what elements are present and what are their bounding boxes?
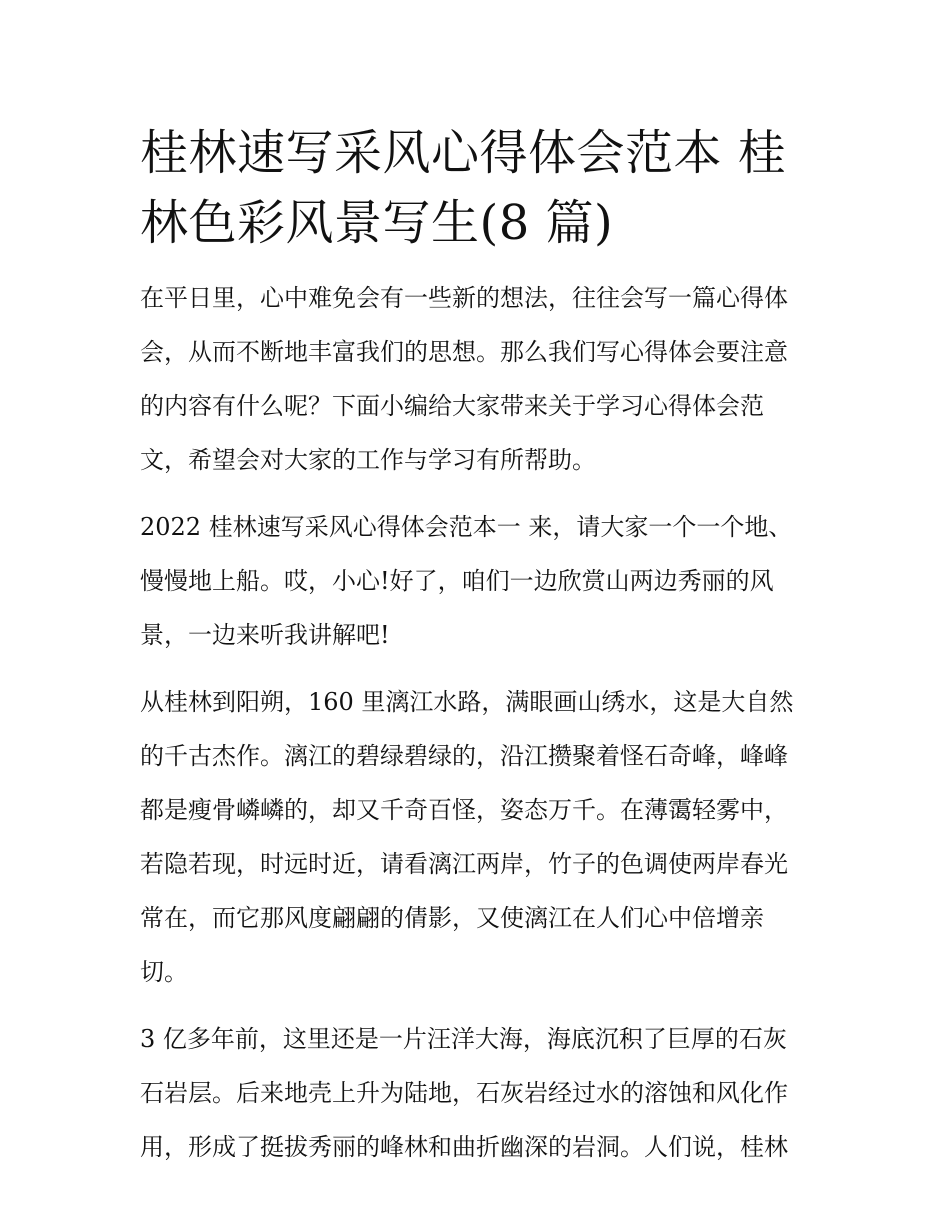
- lijiang-river-paragraph: [140, 675, 812, 999]
- text-line: 从桂林到阳朔，160 里漓江水路，满眼画山绣水，这是大自然: [140, 688, 794, 716]
- document-body: [140, 118, 812, 1174]
- text-line: 若隐若现，时远时近，请看漓江两岸，竹子的色调使两岸春光: [140, 850, 788, 878]
- document-title: [140, 118, 812, 258]
- text-line: 2022 桂林速写采风心得体会范本一 来，请大家一个一个地、: [140, 513, 793, 541]
- text-line: 会，从而不断地丰富我们的思想。那么我们写心得体会要注意: [140, 338, 788, 366]
- text-line: 常在，而它那风度翩翩的倩影，又使漓江在人们心中倍增亲: [140, 904, 764, 932]
- text-line: 的内容有什么呢？下面小编给大家带来关于学习心得体会范: [140, 392, 764, 420]
- text-line: 景，一边来听我讲解吧!: [140, 621, 390, 649]
- text-line: 文，希望会对大家的工作与学习有所帮助。: [140, 446, 596, 474]
- text-line: 用，形成了挺拔秀丽的峰林和曲折幽深的岩洞。人们说，桂林: [140, 1133, 788, 1161]
- title-line: 林色彩风景写生(8 篇): [140, 195, 614, 251]
- geology-paragraph: [140, 1012, 812, 1174]
- text-line: 慢慢地上船。哎，小心!好了，咱们一边欣赏山两边秀丽的风: [140, 567, 774, 595]
- text-line: 切。: [140, 958, 188, 986]
- text-line: 3 亿多年前，这里还是一片汪洋大海，海底沉积了巨厚的石灰: [140, 1025, 787, 1053]
- essay-one-opening-paragraph: [140, 500, 812, 662]
- text-line: 石岩层。后来地壳上升为陆地，石灰岩经过水的溶蚀和风化作: [140, 1079, 788, 1107]
- intro-paragraph: [140, 271, 812, 487]
- text-line: 的千古杰作。漓江的碧绿碧绿的，沿江攒聚着怪石奇峰，峰峰: [140, 742, 788, 770]
- title-line: 桂林速写采风心得体会范本 桂: [140, 125, 787, 181]
- text-line: 都是瘦骨嶙嶙的，却又千奇百怪，姿态万千。在薄霭轻雾中，: [140, 796, 788, 824]
- text-line: 在平日里，心中难免会有一些新的想法，往往会写一篇心得体: [140, 284, 788, 312]
